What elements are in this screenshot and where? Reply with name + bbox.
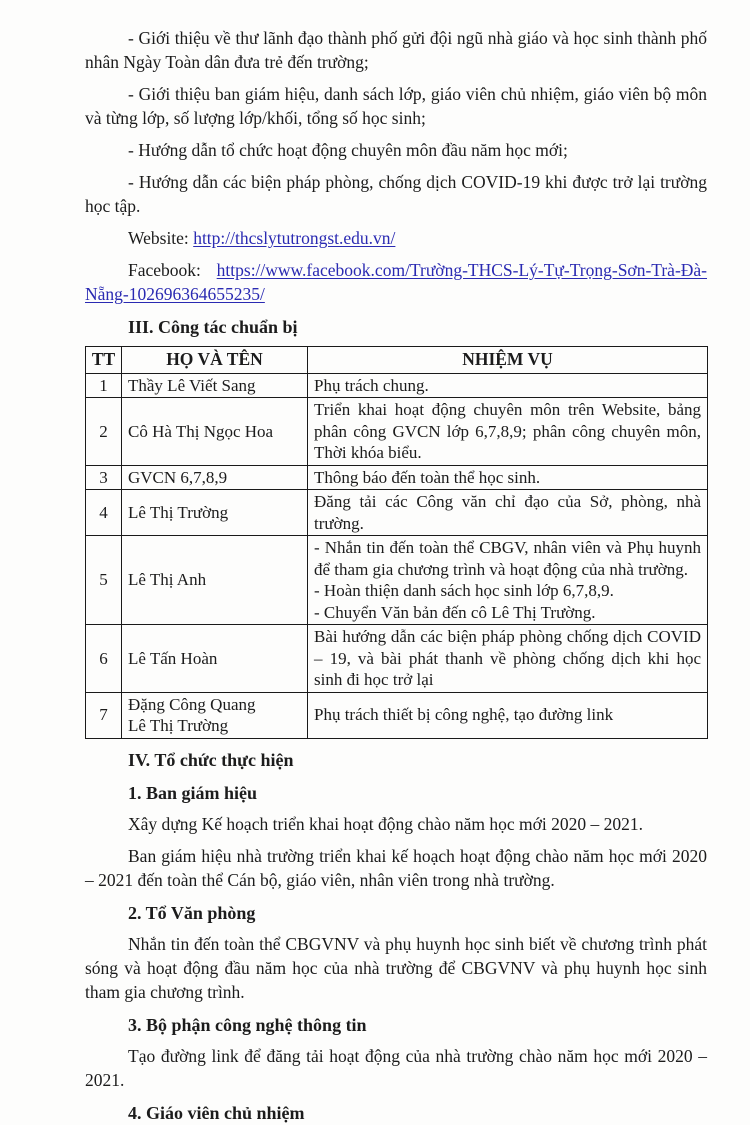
cell-duty bbox=[308, 465, 708, 490]
cell-duty bbox=[308, 490, 708, 536]
intro-bullet: - Hướng dẫn tổ chức hoạt động chuyên môn đầu năm học mới; bbox=[128, 140, 568, 160]
cell-duty bbox=[308, 625, 708, 693]
duty-line: Đăng tải các Công văn chỉ đạo của Sở, phòng, nhà trường. bbox=[314, 492, 701, 533]
cell-name bbox=[122, 398, 308, 466]
col-header-tt: TT bbox=[86, 347, 122, 374]
cell-tt: 4 bbox=[86, 490, 122, 536]
col-header-duty: NHIỆM VỤ bbox=[308, 347, 708, 374]
duty-line: Bài hướng dẫn các biện pháp phòng chống dịch COVID – 19, và bài phát thanh về phòng chống dịch khi học sinh đi học trở lại bbox=[314, 627, 701, 689]
name-line: Thầy Lê Viết Sang bbox=[128, 375, 256, 395]
subsection-heading: 1. Ban giám hiệu bbox=[128, 782, 258, 803]
duty-line: - Hoàn thiện danh sách học sinh lớp 6,7,8,9. bbox=[314, 581, 614, 600]
duty-line: Phụ trách chung. bbox=[314, 375, 429, 395]
table-row bbox=[86, 625, 708, 693]
name-line: Cô Hà Thị Ngọc Hoa bbox=[128, 421, 274, 441]
duty-line: Phụ trách thiết bị công nghệ, tạo đường link bbox=[314, 705, 614, 725]
cell-name bbox=[122, 692, 308, 738]
section4-heading: IV. Tổ chức thực hiện bbox=[128, 749, 294, 770]
name-line: Lê Thị Trường bbox=[128, 502, 229, 522]
subsection-paragraph: Nhắn tin đến toàn thể CBGVNV và phụ huynh học sinh biết về chương trình phát sóng và hoạt động đầu năm học của nhà trường để CBGVNV và phụ huynh học sinh tham gia chương trình. bbox=[85, 933, 707, 1002]
subsection-paragraph: Ban giám hiệu nhà trường triển khai kế hoạch hoạt động chào năm học mới 2020 – 2021 đến toàn thể Cán bộ, giáo viên, nhân viên trong nhà trường. bbox=[85, 845, 707, 890]
subsection-heading: 2. Tổ Văn phòng bbox=[128, 902, 256, 923]
duty-line: Thông báo đến toàn thể học sinh. bbox=[314, 467, 541, 487]
cell-duty bbox=[308, 536, 708, 625]
duty-table bbox=[85, 346, 708, 739]
cell-duty bbox=[308, 692, 708, 738]
table-row bbox=[86, 465, 708, 490]
subsection-heading: 4. Giáo viên chủ nhiệm bbox=[128, 1102, 305, 1123]
name-line: Lê Tấn Hoàn bbox=[128, 648, 218, 668]
cell-name bbox=[122, 536, 308, 625]
subsection-ban-giam-hieu bbox=[85, 782, 707, 892]
name-line: Lê Thị Trường bbox=[128, 716, 229, 735]
facebook-link[interactable]: https://www.facebook.com/Trường-THCS-Lý-Tự-Trọng-Sơn-Trà-Đà-Nẵng-102696364655235/ bbox=[85, 260, 707, 304]
cell-name bbox=[122, 490, 308, 536]
table-row bbox=[86, 398, 708, 466]
section3-heading: III. Công tác chuẩn bị bbox=[128, 317, 298, 337]
table-row bbox=[86, 490, 708, 536]
cell-duty bbox=[308, 373, 708, 398]
intro-bullet: - Giới thiệu ban giám hiệu, danh sách lớp, giáo viên chủ nhiệm, giáo viên bộ môn và từng lớp, số lượng lớp/khối, tổng số học sinh; bbox=[85, 84, 707, 128]
cell-tt: 6 bbox=[86, 625, 122, 693]
cell-tt: 1 bbox=[86, 373, 122, 398]
table-header-row bbox=[86, 347, 708, 374]
intro-bullet: - Giới thiệu về thư lãnh đạo thành phố gửi đội ngũ nhà giáo và học sinh thành phố nhân Ngày Toàn dân đưa trẻ đến trường; bbox=[85, 28, 707, 72]
name-line: Đặng Công Quang bbox=[128, 694, 256, 714]
table-row bbox=[86, 373, 708, 398]
subsection-cong-nghe-thong-tin bbox=[85, 1014, 707, 1092]
website-link[interactable]: http://thcslytutrongst.edu.vn/ bbox=[193, 228, 396, 248]
duty-line: - Chuyển Văn bản đến cô Lê Thị Trường. bbox=[314, 602, 596, 622]
cell-tt: 7 bbox=[86, 692, 122, 738]
table-row bbox=[86, 536, 708, 625]
cell-duty bbox=[308, 398, 708, 466]
subsection-to-van-phong bbox=[85, 902, 707, 1004]
name-line: GVCN 6,7,8,9 bbox=[128, 467, 228, 487]
cell-name bbox=[122, 465, 308, 490]
website-label: Website: bbox=[128, 228, 194, 248]
subsection-heading: 3. Bộ phận công nghệ thông tin bbox=[128, 1014, 367, 1035]
col-header-name: HỌ VÀ TÊN bbox=[122, 347, 308, 374]
facebook-line bbox=[85, 258, 707, 306]
facebook-label: Facebook: bbox=[128, 260, 217, 280]
cell-tt: 5 bbox=[86, 536, 122, 625]
name-line: Lê Thị Anh bbox=[128, 570, 207, 590]
duty-line: - Nhắn tin đến toàn thể CBGV, nhân viên và Phụ huynh để tham gia chương trình và hoạt động của nhà trường. bbox=[314, 538, 701, 579]
cell-name bbox=[122, 625, 308, 693]
cell-tt: 2 bbox=[86, 398, 122, 466]
subsection-giao-vien-chu-nhiem bbox=[85, 1102, 707, 1125]
cell-tt: 3 bbox=[86, 465, 122, 490]
subsection-paragraph: Xây dựng Kế hoạch triển khai hoạt động chào năm học mới 2020 – 2021. bbox=[128, 813, 643, 834]
website-line bbox=[85, 226, 707, 250]
duty-line: Triển khai hoạt động chuyên môn trên Website, bảng phân công GVCN lớp 6,7,8,9; phân công chuyên môn, Thời khóa biểu. bbox=[314, 400, 701, 462]
cell-name bbox=[122, 373, 308, 398]
intro-bullet: - Hướng dẫn các biện pháp phòng, chống dịch COVID-19 khi được trở lại trường học tập. bbox=[85, 172, 707, 216]
subsection-paragraph: Tạo đường link để đăng tải hoạt động của nhà trường chào năm học mới 2020 – 2021. bbox=[85, 1045, 707, 1090]
table-row bbox=[86, 692, 708, 738]
